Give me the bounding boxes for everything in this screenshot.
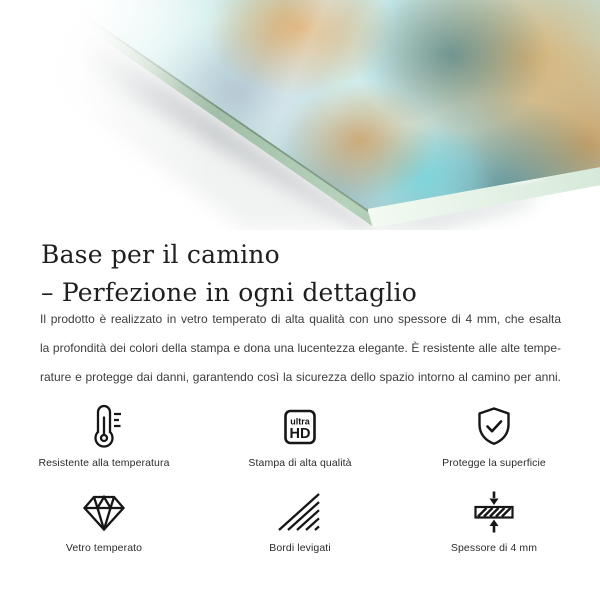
page-title	[41, 236, 417, 312]
title-line-2: – Perfezione in ogni dettaglio	[41, 278, 417, 307]
polished-edges-icon	[200, 487, 400, 537]
ultra-hd-icon	[200, 402, 400, 452]
feature-thickness	[394, 487, 594, 554]
thermometer-icon	[4, 402, 204, 452]
feature-label: Resistente alla temperatura	[38, 457, 170, 469]
description-line: Il prodotto è realizzato in vetro temperato di alta qualità con uno spessore di 4 mm, che esalta	[40, 312, 561, 326]
description-line: la profondità dei colori della stampa e dona una lucentezza elegante. È resistente alle alte tempe-	[40, 341, 561, 355]
ultra-text: ultra	[290, 416, 310, 427]
white-fade-overlay	[0, 0, 600, 230]
feature-label: Stampa di alta qualità	[248, 457, 352, 469]
hd-text: HD	[289, 426, 311, 442]
shield-check-icon	[394, 402, 594, 452]
feature-polished-edges	[200, 487, 400, 554]
description-line: rature e protegge dai danni, garantendo così la sicurezza dello spazio intorno al camino per anni.	[40, 370, 561, 384]
thickness-arrows-icon	[394, 487, 594, 537]
diamond-icon	[4, 487, 204, 537]
feature-label: Protegge la superficie	[442, 457, 546, 469]
feature-print-quality	[200, 402, 400, 469]
feature-label: Spessore di 4 mm	[450, 542, 538, 554]
feature-label: Vetro temperato	[65, 542, 143, 554]
feature-surface-protection	[394, 402, 594, 469]
feature-tempered-glass	[4, 487, 204, 554]
product-photo	[0, 0, 600, 230]
feature-label: Bordi levigati	[269, 542, 331, 554]
feature-temperature	[4, 402, 204, 469]
title-line-1: Base per il camino	[41, 240, 280, 269]
sparkle-glint-icon	[0, 0, 90, 90]
product-description	[40, 305, 561, 392]
